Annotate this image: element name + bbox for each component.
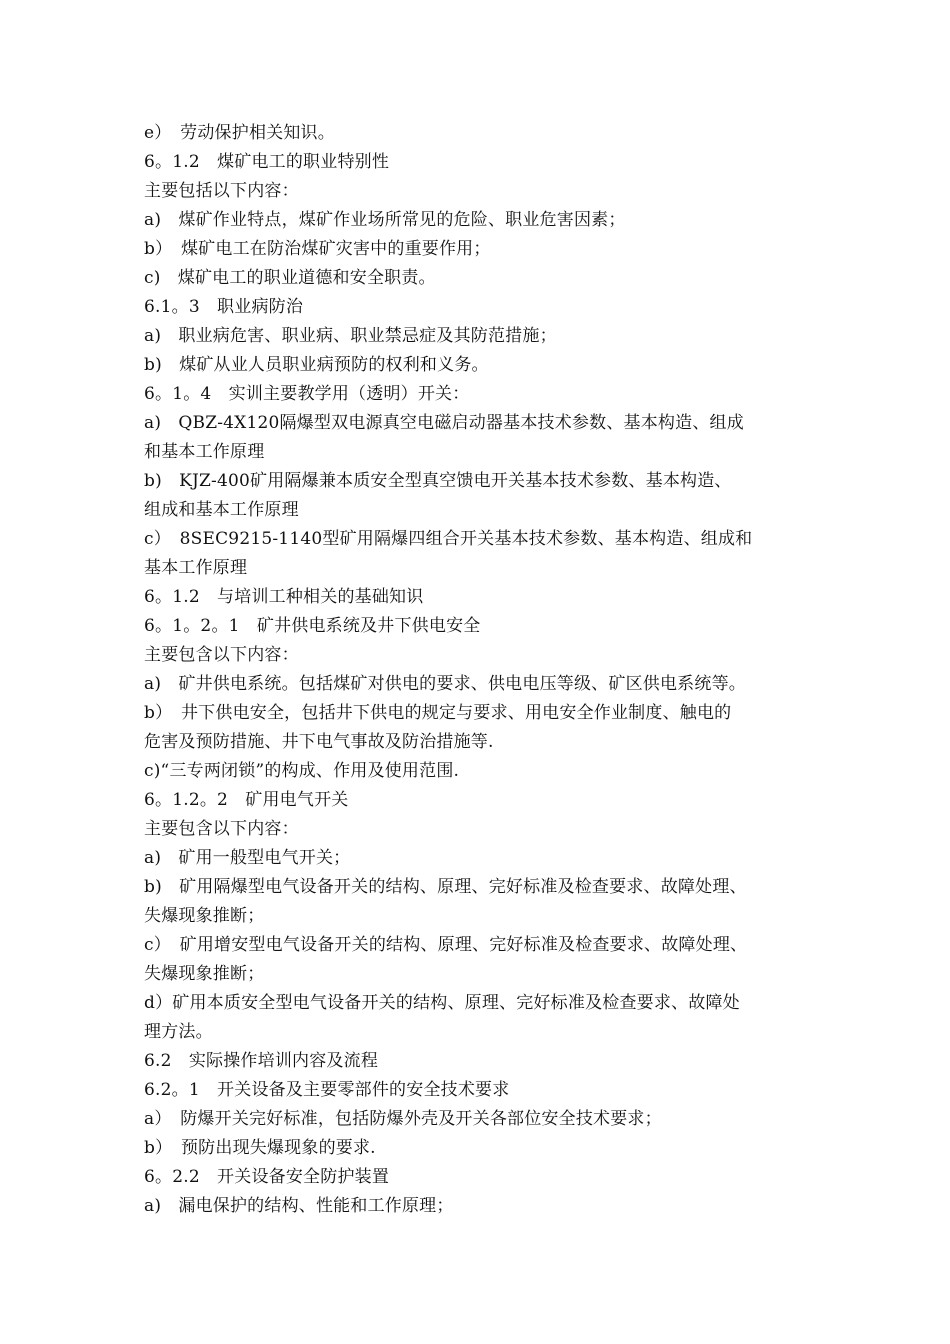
text-line: 主要包括以下内容：: [144, 181, 299, 201]
document-body: [144, 119, 824, 1221]
list-item: a) 漏电保护的结构、性能和工作原理；: [144, 1196, 454, 1216]
section-heading: 6。1。2。1 矿井供电系统及井下供电安全: [144, 616, 481, 636]
list-item: a) 矿井供电系统。包括煤矿对供电的要求、供电电压等级、矿区供电系统等。: [144, 674, 746, 694]
list-item: a) 职业病危害、职业病、职业禁忌症及其防范措施；: [144, 326, 557, 346]
list-item: c） 8SEC9215-1140型矿用隔爆四组合开关基本技术参数、基本构造、组成和: [144, 529, 753, 549]
list-item: a) 矿用一般型电气开关；: [144, 848, 351, 868]
section-heading: 6。1.2 煤矿电工的职业特别性: [144, 152, 390, 172]
list-item-continuation: 失爆现象推断；: [144, 964, 265, 984]
list-item: a) QBZ-4X120隔爆型双电源真空电磁启动器基本技术参数、基本构造、组成: [144, 413, 744, 433]
list-item: a） 防爆开关完好标准，包括防爆外壳及开关各部位安全技术要求；: [144, 1109, 662, 1129]
section-heading: 6。1。4 实训主要教学用（透明）开关：: [144, 384, 470, 404]
text-line: 主要包含以下内容：: [144, 645, 299, 665]
list-item-continuation: 基本工作原理: [144, 558, 248, 578]
list-item-continuation: 危害及预防措施、井下电气事故及防治措施等.: [144, 732, 494, 752]
list-item: c) 煤矿电工的职业道德和安全职责。: [144, 268, 436, 288]
section-heading: 6.2。1 开关设备及主要零部件的安全技术要求: [144, 1080, 510, 1100]
list-item: b） 井下供电安全，包括井下供电的规定与要求、用电安全作业制度、触电的: [144, 703, 732, 723]
list-item: d）矿用本质安全型电气设备开关的结构、原理、完好标准及检查要求、故障处: [144, 993, 740, 1013]
section-heading: 6.1。3 职业病防治: [144, 297, 304, 317]
list-item: b） 煤矿电工在防治煤矿灾害中的重要作用；: [144, 239, 491, 259]
text-line: 主要包含以下内容：: [144, 819, 299, 839]
list-item-continuation: 理方法。: [144, 1022, 213, 1042]
list-item: b) 煤矿从业人员职业病预防的权利和义务。: [144, 355, 489, 375]
section-heading: 6。1.2 与培训工种相关的基础知识: [144, 587, 424, 607]
section-heading: 6。2.2 开关设备安全防护装置: [144, 1167, 390, 1187]
list-item: b） 预防出现失爆现象的要求.: [144, 1138, 376, 1158]
section-heading: 6.2 实际操作培训内容及流程: [144, 1051, 379, 1071]
list-item-continuation: 和基本工作原理: [144, 442, 265, 462]
list-item: c)“三专两闭锁”的构成、作用及使用范围.: [144, 761, 460, 781]
list-item: a) 煤矿作业特点，煤矿作业场所常见的危险、职业危害因素；: [144, 210, 626, 230]
section-heading: 6。1.2。2 矿用电气开关: [144, 790, 349, 810]
list-item: b) KJZ-400矿用隔爆兼本质安全型真空馈电开关基本技术参数、基本构造、: [144, 471, 732, 491]
text-line: e） 劳动保护相关知识。: [144, 123, 335, 143]
list-item-continuation: 失爆现象推断；: [144, 906, 265, 926]
list-item: c） 矿用增安型电气设备开关的结构、原理、完好标准及检查要求、故障处理、: [144, 935, 748, 955]
list-item: b) 矿用隔爆型电气设备开关的结构、原理、完好标准及检查要求、故障处理、: [144, 877, 747, 897]
list-item-continuation: 组成和基本工作原理: [144, 500, 299, 520]
